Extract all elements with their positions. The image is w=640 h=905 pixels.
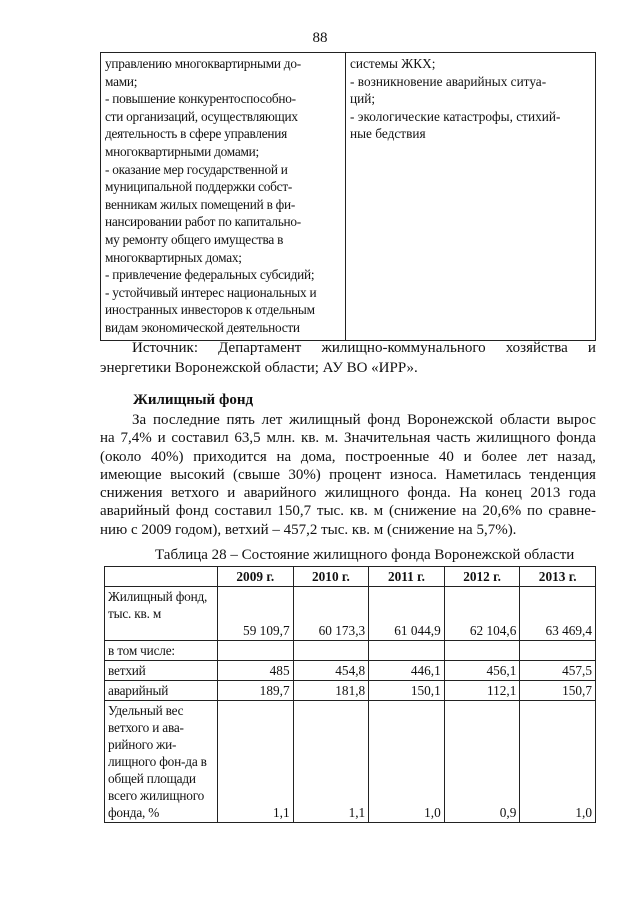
- text-line: - возникновение аварийных ситуа-: [350, 73, 547, 89]
- row-label: ветхий: [105, 661, 218, 681]
- continued-table-row: [101, 53, 596, 341]
- table-row: [105, 661, 596, 681]
- table-header-row: [105, 567, 596, 587]
- text-line: нансировании работ по капитально-: [105, 214, 301, 230]
- paragraph-word: фонда.: [407, 485, 451, 502]
- paragraph-word: и: [227, 485, 236, 502]
- paragraph-line: [100, 466, 596, 484]
- paragraph-word: 40: [438, 448, 454, 465]
- paragraph-word: жилищного: [324, 485, 400, 502]
- paragraph-word: и: [463, 448, 472, 465]
- table-cell: [369, 641, 445, 661]
- table-cell: 61 044,9: [369, 587, 445, 641]
- table-cell: 456,1: [444, 661, 520, 681]
- paragraph-word: и: [157, 430, 166, 447]
- paragraph-word: кв.: [349, 503, 368, 520]
- paragraph-word: аварийного: [243, 485, 317, 502]
- paragraph-word: ветхого: [170, 485, 219, 502]
- paragraph-word: назад,: [557, 448, 596, 465]
- source-word: хозяйства: [505, 340, 568, 356]
- text-line: - повышение конкурентоспособно-: [105, 91, 296, 107]
- table-row: [105, 587, 596, 641]
- source-line-1: [100, 338, 596, 358]
- paragraph-word: конец: [485, 485, 522, 502]
- paragraph-word: вырос: [556, 412, 596, 428]
- header-cell: 2012 г.: [444, 567, 520, 587]
- page-number: 88: [312, 30, 328, 46]
- paragraph-line: [100, 429, 596, 447]
- table-cell: 181,8: [293, 681, 369, 701]
- paragraph-word: млн.: [266, 430, 296, 447]
- paragraph-word: пять: [226, 412, 255, 428]
- paragraph-word: процент: [329, 466, 382, 483]
- text-line: му ремонту общего имущества в: [105, 231, 284, 247]
- paragraph-word: износа.: [389, 466, 437, 483]
- text-line: - устойчивый интерес национальных и: [105, 284, 317, 300]
- text-line: сти организаций, осуществляющих: [105, 108, 298, 124]
- paragraph-word: (около: [100, 448, 142, 465]
- paragraph-word: жилищного: [476, 430, 551, 447]
- table-cell: 446,1: [369, 661, 445, 681]
- paragraph-word: нию с 2009 годом), ветхий – 457,2 тыс. кв. м (снижение на 5,7%).: [100, 521, 517, 538]
- paragraph-word: 2013: [530, 485, 561, 502]
- paragraph-word: построенные: [345, 448, 430, 465]
- text-line: - оказание мер государственной и: [105, 161, 288, 177]
- table-cell: 0,9: [444, 701, 520, 823]
- text-line: многоквартирных домах;: [105, 249, 242, 265]
- table-cell: 59 109,7: [218, 587, 294, 641]
- paragraph-word: тыс.: [316, 503, 344, 520]
- table-cell: 62 104,6: [444, 587, 520, 641]
- paragraph-word: кв.: [301, 430, 320, 447]
- paragraph-line: [100, 484, 596, 502]
- paragraph-line: [100, 448, 596, 466]
- paragraph-word: Воронежской: [407, 412, 494, 428]
- paragraph-word: м.: [324, 430, 339, 447]
- text-line: деятельность в сфере управления: [105, 126, 288, 142]
- text-line: муниципальной поддержки собст-: [105, 179, 293, 195]
- table-cell: [218, 641, 294, 661]
- paragraph-word: (свыше: [232, 466, 280, 483]
- header-cell: 2011 г.: [369, 567, 445, 587]
- table-cell: 1,0: [520, 701, 596, 823]
- row-label: Удельный вес ветхого и ава-рийного жи-лищного фон-да в общей площади всего жилищного фонда, %: [105, 701, 218, 823]
- paragraph-word: более: [481, 448, 518, 465]
- table-cell: 60 173,3: [293, 587, 369, 641]
- text-line: иностранных инвесторов к отдельным: [105, 302, 315, 318]
- table-cell: 1,1: [293, 701, 369, 823]
- table-cell: 457,5: [520, 661, 596, 681]
- paragraph-word: лет: [261, 412, 283, 428]
- paragraph-word: составил: [171, 430, 229, 447]
- paragraph-word: лет: [526, 448, 548, 465]
- header-cell: 2010 г.: [293, 567, 369, 587]
- text-line: многоквартирными домами;: [105, 143, 259, 159]
- paragraph-word: Наметилась: [445, 466, 522, 483]
- row-label: в том числе:: [105, 641, 218, 661]
- paragraph-line: [100, 502, 596, 520]
- table-cell: 63 469,4: [520, 587, 596, 641]
- paragraph-word: На: [459, 485, 477, 502]
- paragraph-word: аварийный: [100, 503, 170, 520]
- paragraph-word: (снижение: [388, 503, 457, 520]
- source-word: Департамент: [218, 340, 302, 356]
- row-label: Жилищный фонд, тыс. кв. м: [105, 587, 218, 641]
- header-cell: [105, 567, 218, 587]
- paragraph-word: высокий: [169, 466, 225, 483]
- text-line: системы ЖКХ;: [350, 56, 436, 71]
- paragraph-word: жилищный: [289, 412, 361, 428]
- text-line: - экологические катастрофы, стихий-: [350, 108, 561, 124]
- paragraph-word: составил: [214, 503, 272, 520]
- paragraph-word: 7,4%: [120, 430, 152, 447]
- table-caption: Таблица 28 – Состояние жилищного фонда Воронежской области: [155, 547, 575, 563]
- housing-stock-table: [104, 566, 596, 823]
- table-row: [105, 681, 596, 701]
- paragraph-word: фонда: [556, 430, 596, 447]
- table-row: [105, 701, 596, 823]
- header-cell: 2013 г.: [520, 567, 596, 587]
- paragraph-word: 30%): [288, 466, 321, 483]
- continued-table: [100, 52, 596, 341]
- text-line: управлению многоквартирными до-: [105, 56, 301, 71]
- text-line: видам экономической деятельности: [105, 319, 300, 335]
- paragraph-word: 40%): [151, 448, 184, 465]
- paragraph-word: на: [462, 503, 477, 520]
- source-note: [100, 338, 596, 378]
- threats-cell: [346, 53, 596, 341]
- paragraph-word: часть: [436, 430, 471, 447]
- paragraph-word: 150,7: [277, 503, 312, 520]
- source-line-2: энергетики Воронежской области; АУ ВО «ИРР».: [100, 360, 418, 376]
- paragraph-word: За: [132, 412, 147, 428]
- text-line: - привлечение федеральных субсидий;: [105, 267, 315, 283]
- table-row: [105, 641, 596, 661]
- source-word: и: [587, 340, 596, 356]
- paragraph-word: области: [499, 412, 550, 428]
- paragraph-line: [100, 521, 596, 539]
- table-cell: 485: [218, 661, 294, 681]
- text-line: ций;: [350, 91, 376, 107]
- paragraph-word: сравне-: [548, 503, 596, 520]
- body-paragraph: [100, 411, 596, 539]
- section-title: Жилищный фонд: [133, 392, 254, 408]
- text-line: мами;: [105, 73, 138, 89]
- header-cell: 2009 г.: [218, 567, 294, 587]
- paragraph-word: имеющие: [100, 466, 162, 483]
- paragraph-line: [100, 411, 596, 429]
- table-cell: 150,7: [520, 681, 596, 701]
- table-cell: [444, 641, 520, 661]
- paragraph-word: снижения: [100, 485, 163, 502]
- table-cell: [520, 641, 596, 661]
- text-line: ные бедствия: [350, 126, 426, 142]
- paragraph-word: м: [373, 503, 384, 520]
- table-cell: 112,1: [444, 681, 520, 701]
- paragraph-word: на: [100, 430, 115, 447]
- row-label: аварийный: [105, 681, 218, 701]
- table-cell: 150,1: [369, 681, 445, 701]
- paragraph-word: тенденция: [529, 466, 596, 483]
- paragraph-word: по: [527, 503, 543, 520]
- paragraph-word: фонд: [175, 503, 209, 520]
- paragraph-word: приходится: [193, 448, 267, 465]
- paragraph-word: фонд: [367, 412, 401, 428]
- paragraph-word: года: [568, 485, 596, 502]
- paragraph-word: последние: [152, 412, 220, 428]
- table-cell: 1,1: [218, 701, 294, 823]
- source-word: жилищно-коммунального: [321, 340, 486, 356]
- table-cell: 454,8: [293, 661, 369, 681]
- text-line: венникам жилых помещений в фи-: [105, 196, 296, 212]
- table-cell: 189,7: [218, 681, 294, 701]
- paragraph-word: дома,: [300, 448, 336, 465]
- table-cell: [293, 641, 369, 661]
- paragraph-word: Значительная: [344, 430, 431, 447]
- opportunities-cell: [101, 53, 346, 341]
- table-cell: 1,0: [369, 701, 445, 823]
- paragraph-word: 20,6%: [482, 503, 522, 520]
- paragraph-word: 63,5: [234, 430, 261, 447]
- paragraph-word: на: [276, 448, 292, 465]
- source-word: Источник:: [132, 340, 199, 356]
